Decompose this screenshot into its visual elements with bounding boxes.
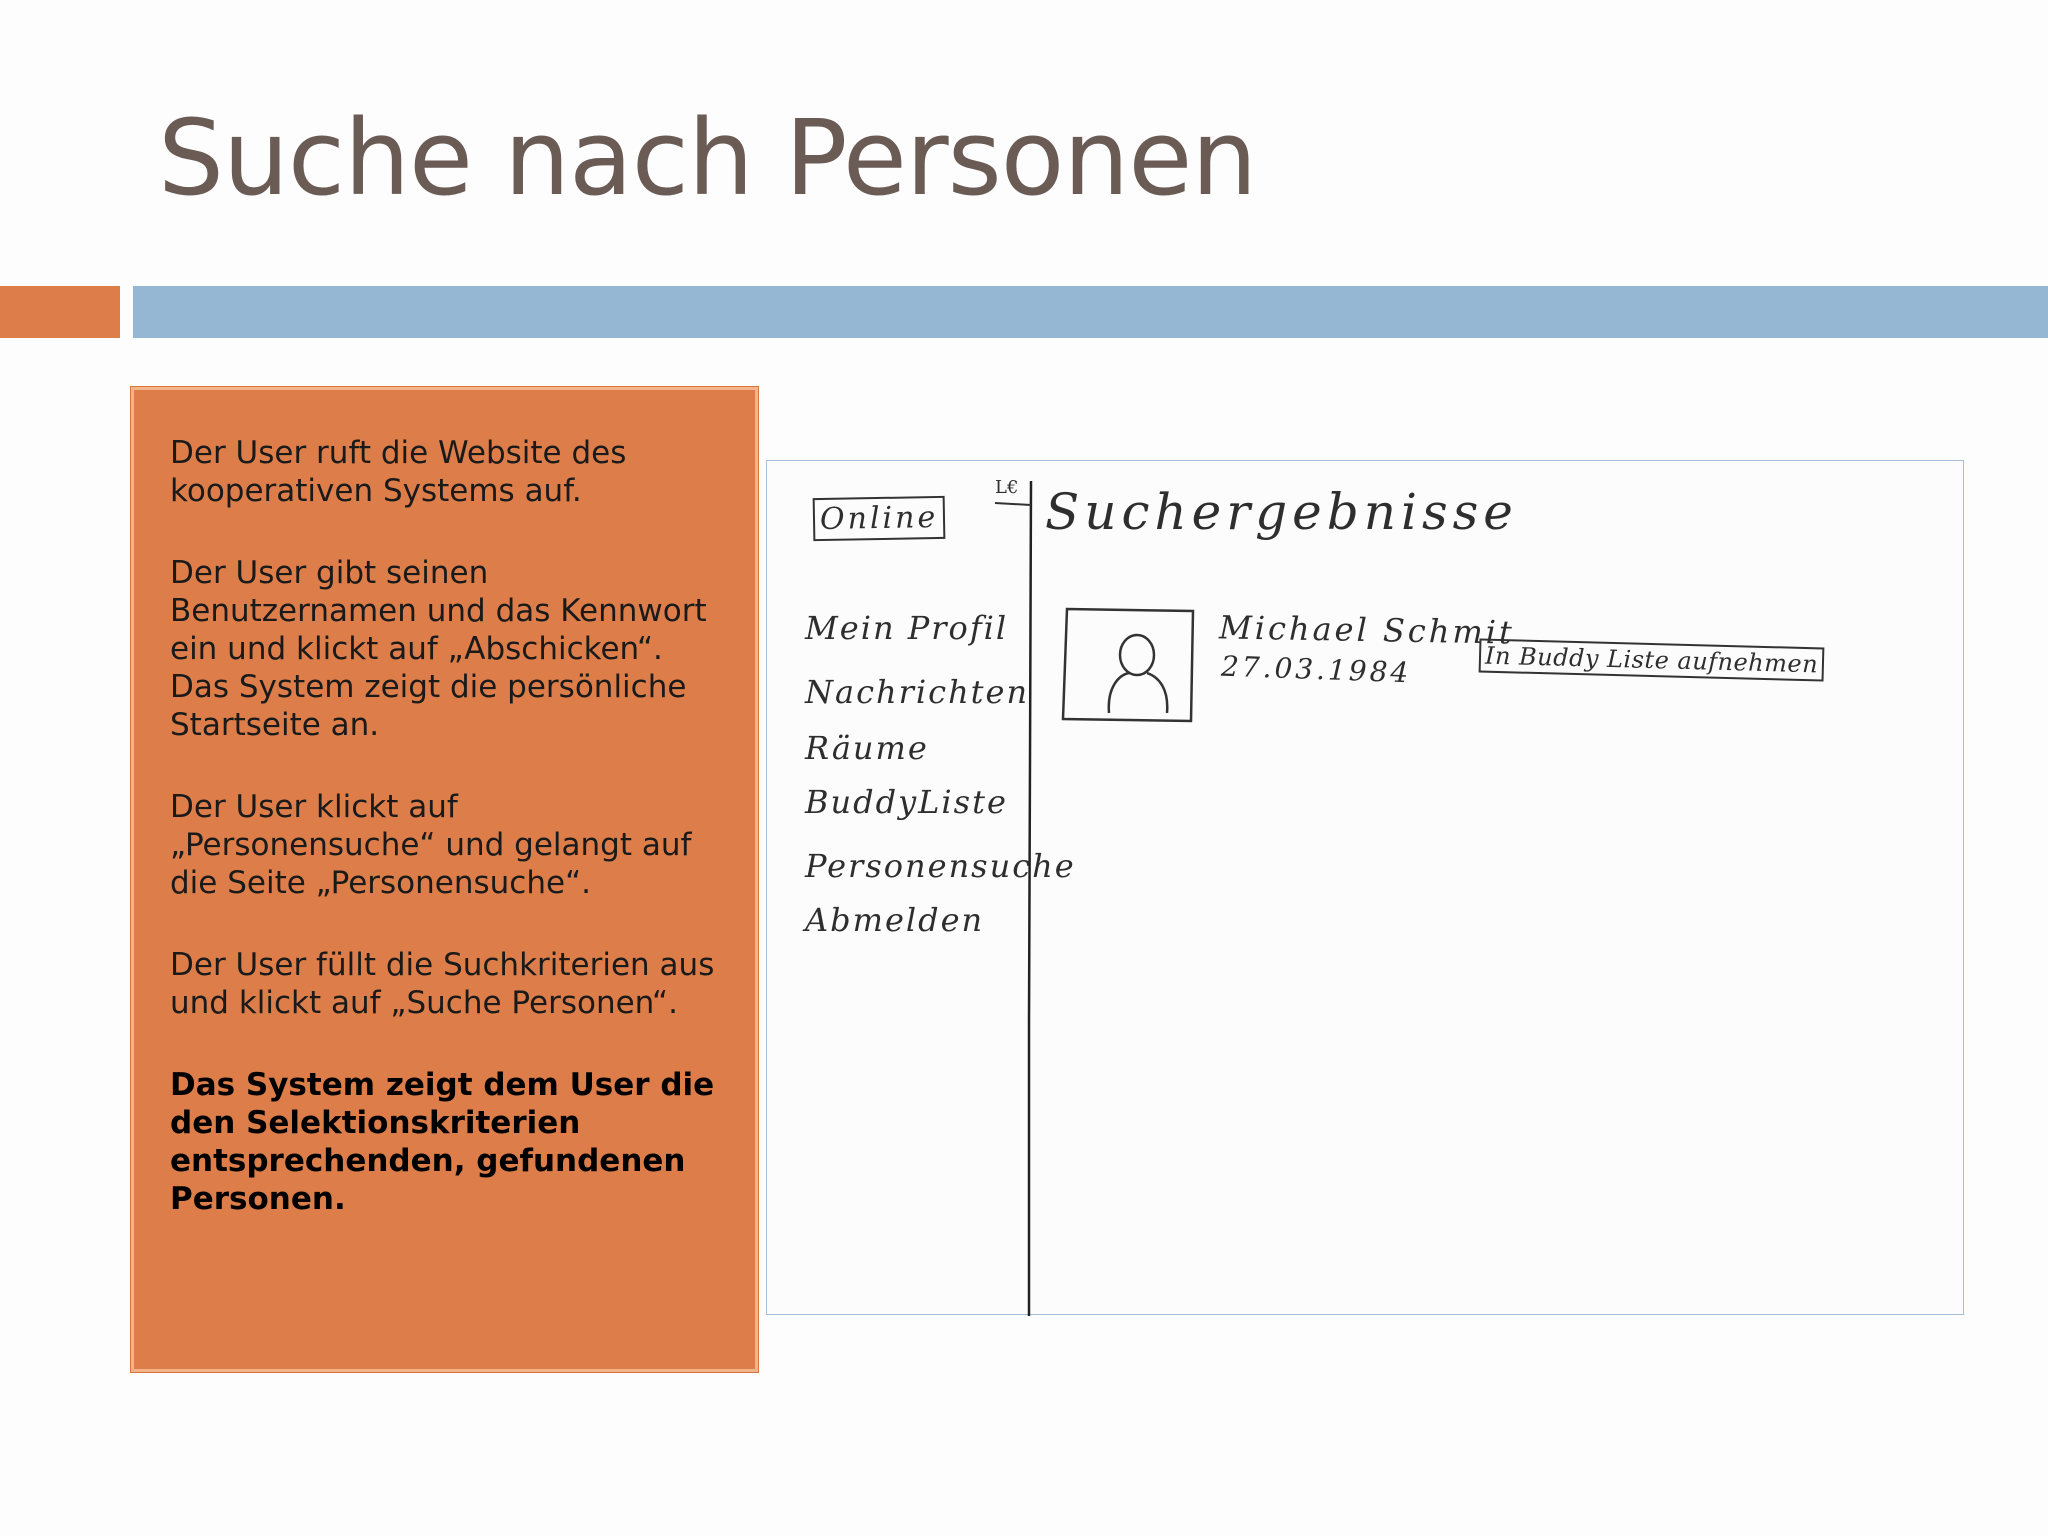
results-heading: Suchergebnisse <box>1045 483 1518 541</box>
accent-bar-blue <box>133 286 2048 338</box>
steps-box <box>131 387 758 1372</box>
add-to-buddy-list-button[interactable]: In Buddy Liste aufnehmen <box>1479 638 1825 681</box>
result-birthdate: 27.03.1984 <box>1220 649 1412 690</box>
result-name: Michael Schmit <box>1218 608 1516 652</box>
step-text-5: Das System zeigt dem User die den Selektionskriterien entsprechenden, gefundenen Personen. <box>170 1067 715 1217</box>
slide-title: Suche nach Personen <box>158 97 1257 219</box>
nav-item-personensuche[interactable]: Personensuche <box>805 847 1076 885</box>
step-text-2: Der User gibt seinen Benutzernamen und das Kennwort ein und klickt auf „Abschicken“. Das System zeigt die persönliche Startseite an. <box>170 555 707 743</box>
nav-item-buddyliste[interactable]: BuddyListe <box>805 783 1008 821</box>
nav-item-mein-profil[interactable]: Mein Profil <box>805 609 1009 647</box>
nav-item-raeume[interactable]: Räume <box>805 729 929 767</box>
sketch-lines <box>767 461 1965 1316</box>
step-text-4: Der User füllt die Suchkriterien aus und klickt auf „Suche Personen“. <box>170 947 715 1021</box>
sketch-mockup <box>766 460 1964 1315</box>
logout-hint: L€ <box>995 477 1019 498</box>
nav-item-nachrichten[interactable]: Nachrichten <box>805 673 1030 711</box>
nav-item-abmelden[interactable]: Abmelden <box>805 901 985 939</box>
online-status-badge: Online <box>813 496 946 541</box>
accent-bar-orange <box>0 286 120 338</box>
sidebar-divider <box>1029 481 1031 1316</box>
step-text-3: Der User klickt auf „Personensuche“ und gelangt auf die Seite „Personensuche“. <box>170 789 692 901</box>
step-text-1: Der User ruft die Website des kooperativen Systems auf. <box>170 435 627 509</box>
